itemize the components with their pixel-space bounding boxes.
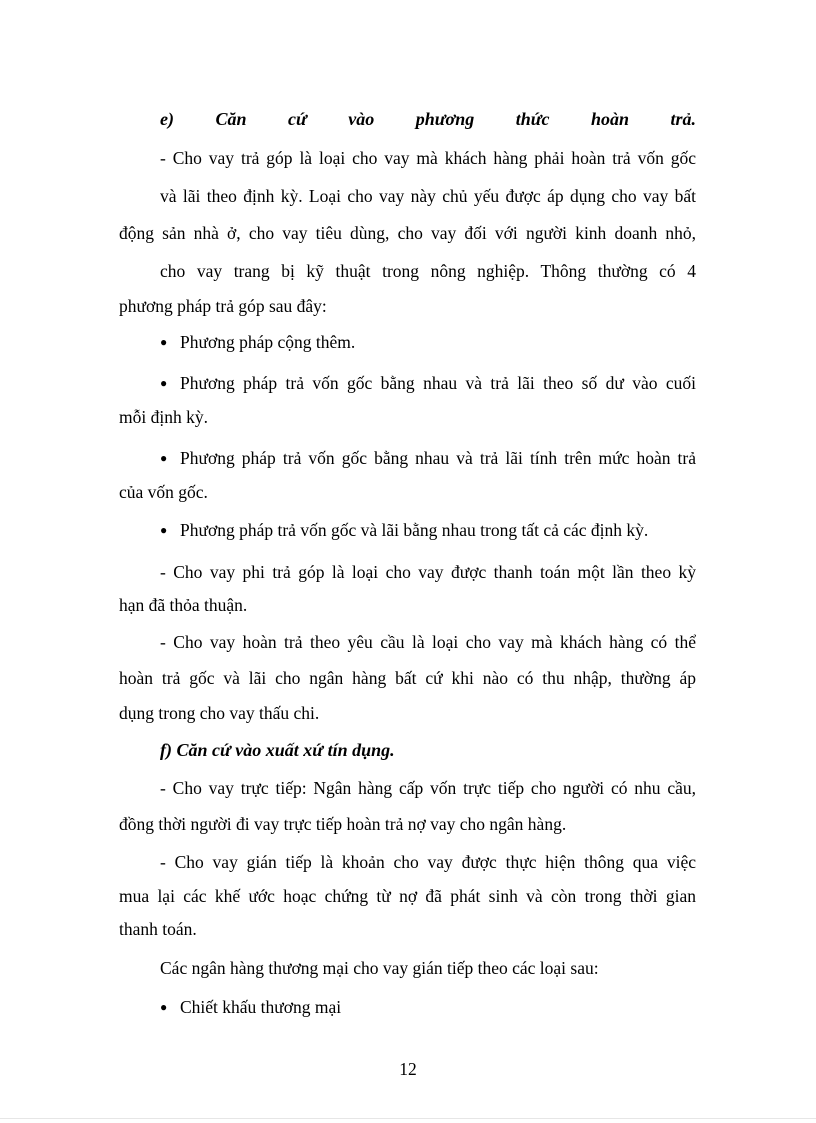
paragraph-line: - Cho vay hoàn trả theo yêu cầu là loại cho vay mà khách hàng có thể (160, 632, 696, 652)
paragraph-line: Các ngân hàng thương mại cho vay gián tiếp theo các loại sau: (160, 958, 599, 978)
list-item-continued: mỗi định kỳ. (119, 407, 208, 427)
heading-e-word: trả. (670, 109, 696, 129)
list-item: Phương pháp cộng thêm. (180, 332, 356, 352)
paragraph-line: phương pháp trả góp sau đây: (119, 296, 327, 316)
bullet-icon: ● (160, 335, 168, 349)
page-bottom-divider (0, 1118, 816, 1119)
section-heading-e (160, 108, 696, 130)
paragraph-line: dụng trong cho vay thấu chi. (119, 703, 320, 723)
bullet-icon: ● (160, 523, 168, 537)
paragraph-line: hoàn trả gốc và lãi cho ngân hàng bất cứ khi nào có thu nhập, thường áp (119, 668, 696, 688)
heading-e-word: phương (415, 109, 475, 129)
heading-e-word: thức (515, 109, 550, 129)
paragraph-line: động sản nhà ở, cho vay tiêu dùng, cho vay đối với người kinh doanh nhỏ, (119, 223, 696, 243)
section-heading-f: f) Căn cứ vào xuất xứ tín dụng. (160, 740, 395, 760)
paragraph-line: - Cho vay gián tiếp là khoản cho vay được thực hiện thông qua việc (160, 852, 696, 872)
page-number: 12 (399, 1059, 417, 1079)
heading-e-word: Căn (215, 109, 247, 129)
list-item: Phương pháp trả vốn gốc bằng nhau và trả lãi theo số dư vào cuối (180, 373, 696, 393)
paragraph-line: và lãi theo định kỳ. Loại cho vay này chủ yếu được áp dụng cho vay bất (160, 186, 696, 206)
list-item: Phương pháp trả vốn gốc bằng nhau và trả lãi tính trên mức hoàn trả (180, 448, 696, 468)
paragraph-line: - Cho vay trả góp là loại cho vay mà khách hàng phải hoàn trả vốn gốc (160, 148, 696, 168)
list-item: Chiết khấu thương mại (180, 997, 342, 1017)
bullet-icon: ● (160, 376, 168, 390)
paragraph-line: mua lại các khế ước hoạc chứng từ nợ đã phát sinh và còn trong thời gian (119, 886, 696, 906)
list-item: Phương pháp trả vốn gốc và lãi bằng nhau trong tất cả các định kỳ. (180, 520, 649, 540)
paragraph-line: hạn đã thỏa thuận. (119, 595, 248, 615)
heading-e-word: e) (160, 109, 174, 129)
bullet-icon: ● (160, 1000, 168, 1014)
heading-e-word: cứ (287, 109, 307, 129)
list-item-continued: của vốn gốc. (119, 482, 208, 502)
paragraph-line: thanh toán. (119, 919, 197, 939)
heading-e-word: vào (348, 109, 375, 129)
paragraph-line: đồng thời người đi vay trực tiếp hoàn trả nợ vay cho ngân hàng. (119, 814, 567, 834)
paragraph-line: cho vay trang bị kỹ thuật trong nông nghiệp. Thông thường có 4 (160, 261, 696, 281)
paragraph-line: - Cho vay phi trả góp là loại cho vay được thanh toán một lần theo kỳ (160, 562, 696, 582)
bullet-icon: ● (160, 451, 168, 465)
heading-e-word: hoàn (590, 109, 629, 129)
paragraph-line: - Cho vay trực tiếp: Ngân hàng cấp vốn trực tiếp cho người có nhu cầu, (160, 778, 696, 798)
